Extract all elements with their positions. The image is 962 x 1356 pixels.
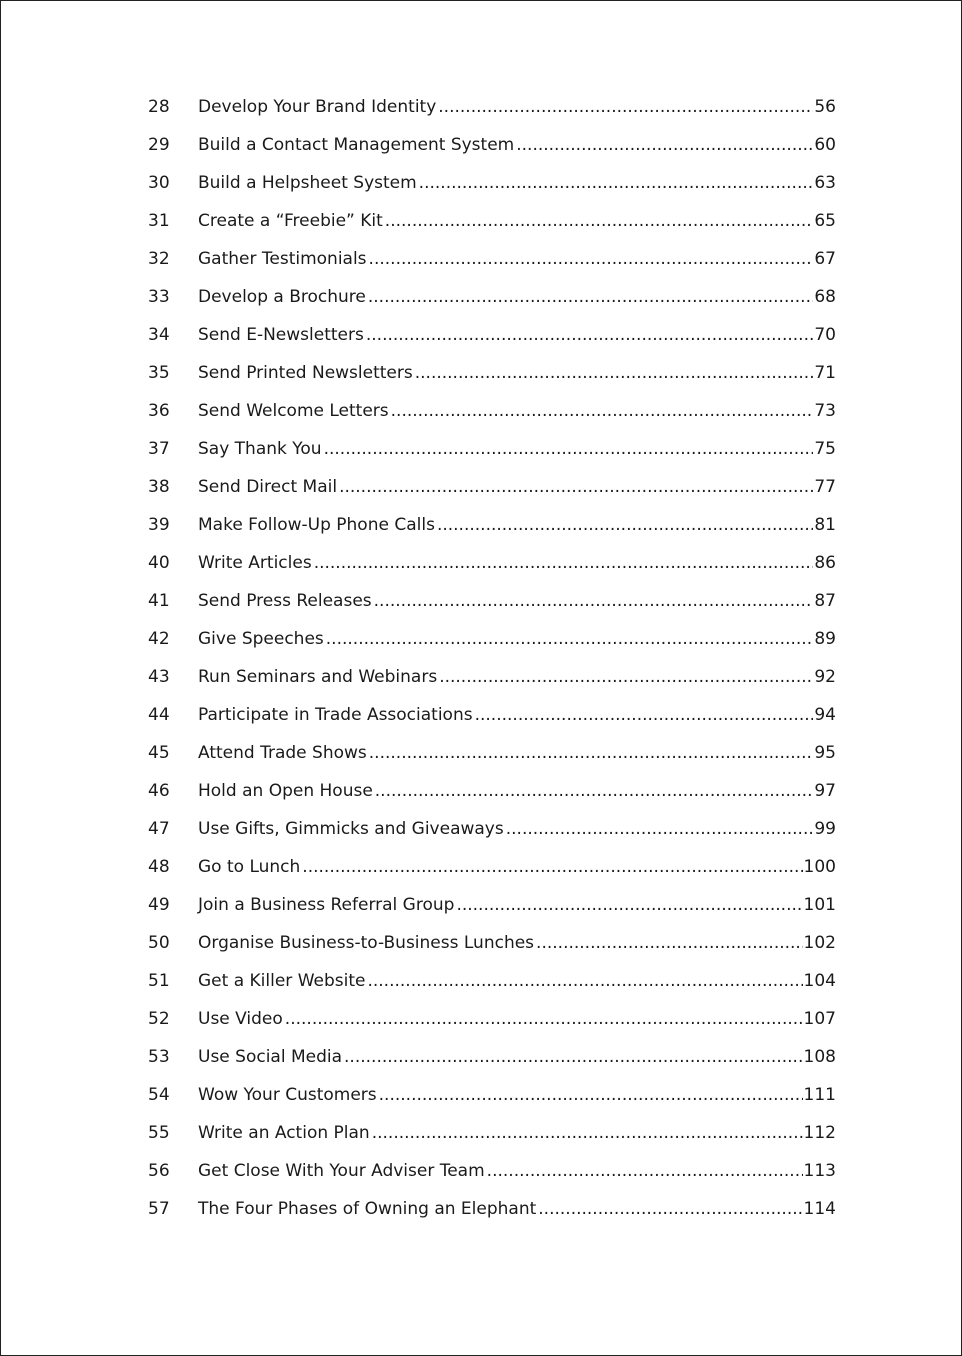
chapter-title: Write Articles [198,553,312,573]
chapter-title: Use Social Media [198,1047,343,1067]
toc-entry[interactable] [148,667,836,705]
chapter-number: 36 [148,401,170,421]
chapter-number: 48 [148,857,170,877]
chapter-number: 35 [148,363,170,383]
toc-entry[interactable] [148,1199,836,1237]
dot-leader [326,629,814,649]
chapter-number: 51 [148,971,170,991]
chapter-title: Run Seminars and Webinars [198,667,438,687]
dot-leader [344,1047,803,1067]
page-number: 71 [814,363,836,383]
toc-entry[interactable] [148,629,836,667]
dot-leader [487,1161,803,1181]
toc-entry[interactable] [148,971,836,1009]
toc-entry[interactable] [148,1047,836,1085]
dot-leader [314,553,814,573]
chapter-number: 53 [148,1047,170,1067]
chapter-title: Send Direct Mail [198,477,338,497]
toc-entry[interactable] [148,401,836,439]
chapter-number: 31 [148,211,170,231]
dot-leader [324,439,814,459]
toc-entry[interactable] [148,591,836,629]
chapter-number: 46 [148,781,170,801]
page-number: 56 [814,97,836,117]
page-number: 94 [814,705,836,725]
dot-leader [506,819,814,839]
chapter-number: 42 [148,629,170,649]
page-number: 99 [814,819,836,839]
toc-entry[interactable] [148,705,836,743]
chapter-number: 47 [148,819,170,839]
chapter-number: 30 [148,173,170,193]
dot-leader [369,249,814,269]
chapter-number: 49 [148,895,170,915]
page-number: 113 [803,1161,836,1181]
dot-leader [385,211,814,231]
chapter-title: Go to Lunch [198,857,301,877]
page-number: 75 [814,439,836,459]
chapter-title: Make Follow-Up Phone Calls [198,515,435,535]
toc-entry[interactable] [148,1009,836,1047]
chapter-number: 55 [148,1123,170,1143]
toc-entry[interactable] [148,97,836,135]
dot-leader [368,287,814,307]
chapter-number: 29 [148,135,170,155]
page-number: 77 [814,477,836,497]
page-number: 97 [814,781,836,801]
toc-entry[interactable] [148,325,836,363]
chapter-title: Give Speeches [198,629,324,649]
page-number: 87 [814,591,836,611]
toc-entry[interactable] [148,515,836,553]
chapter-number: 54 [148,1085,170,1105]
page-number: 73 [814,401,836,421]
page-number: 101 [803,895,836,915]
chapter-title: Create a “Freebie” Kit [198,211,383,231]
chapter-title: Send E-Newsletters [198,325,364,345]
chapter-title: Send Press Releases [198,591,372,611]
chapter-title: Get a Killer Website [198,971,366,991]
chapter-number: 32 [148,249,170,269]
toc-entry[interactable] [148,1161,836,1199]
chapter-number: 43 [148,667,170,687]
chapter-number: 28 [148,97,170,117]
chapter-title: Say Thank You [198,439,322,459]
toc-entry[interactable] [148,1085,836,1123]
page-number: 112 [803,1123,836,1143]
chapter-title: Send Printed Newsletters [198,363,413,383]
chapter-title: Organise Business-to-Business Lunches [198,933,535,953]
dot-leader [415,363,814,383]
page-number: 70 [814,325,836,345]
dot-leader [475,705,814,725]
toc-entry[interactable] [148,477,836,515]
dot-leader [456,895,802,915]
table-of-contents [148,97,836,1237]
toc-entry[interactable] [148,857,836,895]
toc-entry[interactable] [148,249,836,287]
chapter-title: Build a Helpsheet System [198,173,417,193]
dot-leader [439,667,813,687]
dot-leader [339,477,813,497]
toc-entry[interactable] [148,173,836,211]
chapter-title: Use Video [198,1009,283,1029]
chapter-title: Hold an Open House [198,781,373,801]
page-number: 68 [814,287,836,307]
chapter-title: Develop Your Brand Identity [198,97,437,117]
dot-leader [375,781,814,801]
toc-entry[interactable] [148,363,836,401]
dot-leader [285,1009,803,1029]
toc-entry[interactable] [148,211,836,249]
dot-leader [369,743,814,763]
dot-leader [516,135,813,155]
toc-entry[interactable] [148,743,836,781]
chapter-number: 39 [148,515,170,535]
chapter-title: Gather Testimonials [198,249,367,269]
chapter-title: Join a Business Referral Group [198,895,455,915]
toc-entry[interactable] [148,819,836,857]
chapter-number: 50 [148,933,170,953]
dot-leader [438,97,813,117]
chapter-title: Use Gifts, Gimmicks and Giveaways [198,819,504,839]
chapter-title: Send Welcome Letters [198,401,389,421]
page-number: 107 [803,1009,836,1029]
dot-leader [367,971,802,991]
page-number: 100 [803,857,836,877]
page-number: 60 [814,135,836,155]
dot-leader [419,173,814,193]
dot-leader [379,1085,803,1105]
page-number: 111 [803,1085,836,1105]
page-number: 95 [814,743,836,763]
chapter-title: Attend Trade Shows [198,743,367,763]
toc-entry[interactable] [148,287,836,325]
page-number: 92 [814,667,836,687]
chapter-title: Get Close With Your Adviser Team [198,1161,485,1181]
dot-leader [302,857,802,877]
chapter-title: Wow Your Customers [198,1085,377,1105]
page-number: 89 [814,629,836,649]
toc-entry[interactable] [148,933,836,971]
chapter-number: 40 [148,553,170,573]
dot-leader [538,1199,802,1219]
chapter-number: 34 [148,325,170,345]
chapter-number: 41 [148,591,170,611]
chapter-number: 56 [148,1161,170,1181]
page-number: 102 [803,933,836,953]
page-number: 114 [803,1199,836,1219]
chapter-title: The Four Phases of Owning an Elephant [198,1199,537,1219]
page-number: 63 [814,173,836,193]
chapter-title: Participate in Trade Associations [198,705,473,725]
toc-entry[interactable] [148,553,836,591]
chapter-number: 44 [148,705,170,725]
page-number: 65 [814,211,836,231]
page-number: 86 [814,553,836,573]
dot-leader [437,515,813,535]
chapter-number: 45 [148,743,170,763]
chapter-number: 37 [148,439,170,459]
chapter-title: Build a Contact Management System [198,135,515,155]
chapter-number: 38 [148,477,170,497]
dot-leader [366,325,814,345]
page-number: 81 [814,515,836,535]
dot-leader [374,591,814,611]
chapter-title: Develop a Brochure [198,287,366,307]
chapter-title: Write an Action Plan [198,1123,370,1143]
toc-entry[interactable] [148,439,836,477]
page-number: 108 [803,1047,836,1067]
chapter-number: 57 [148,1199,170,1219]
chapter-number: 52 [148,1009,170,1029]
toc-entry[interactable] [148,1123,836,1161]
page-number: 67 [814,249,836,269]
page-number: 104 [803,971,836,991]
toc-entry[interactable] [148,781,836,819]
toc-entry[interactable] [148,895,836,933]
dot-leader [536,933,803,953]
toc-entry[interactable] [148,135,836,173]
dot-leader [391,401,814,421]
chapter-number: 33 [148,287,170,307]
dot-leader [372,1123,803,1143]
